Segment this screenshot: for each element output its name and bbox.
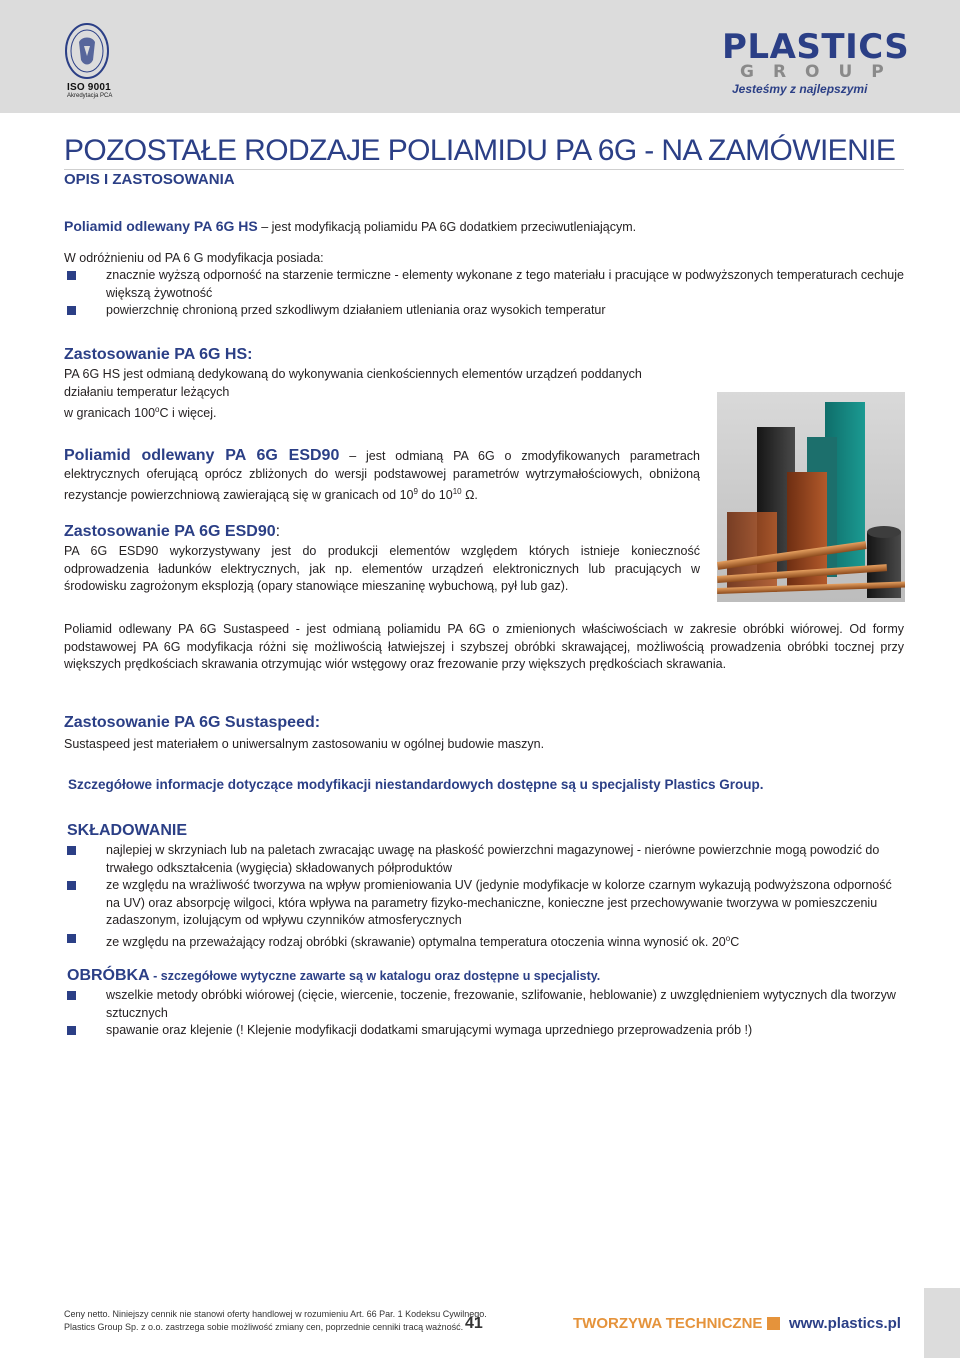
pa6g-products-photo — [717, 392, 905, 602]
footer-company-note: Plastics Group Sp. z o.o. zastrzega sobie możliwość zmiany cen, poprzednie cenniki tracą ważność. — [64, 1322, 464, 1332]
page-header — [0, 0, 960, 113]
bullet-square-icon — [67, 991, 76, 1000]
iso-title: ISO 9001 — [67, 82, 111, 93]
bullet-square-icon — [67, 1026, 76, 1035]
hs-lead-paragraph — [64, 218, 904, 237]
bullet-square-icon — [67, 271, 76, 280]
list-item: znacznie wyższą odporność na starzenie termiczne - elementy wykonane z tego materiału i pracujące w podwyższonych temperaturach cechuje większą żywotność — [64, 267, 904, 302]
list-item: ze względu na wrażliwość tworzywa na wpływ promieniowania UV (jedynie modyfikacje w kolorze czarnym wykazują podwyższona odporność na UV) oraz absorpcję wilgoci, która wpływa na parametry fizyko-mechaniczne, konieczne jest przechowywanie tworzywa w pomieszczeniu zadaszonym, izolującym od wpływu czynników atmosferycznych — [64, 877, 904, 930]
hs-intro: W odróżnieniu od PA 6 G modyfikacja posiada: — [64, 251, 324, 265]
storage-heading: SKŁADOWANIE — [67, 822, 187, 839]
esd-lead: Poliamid odlewany PA 6G ESD90 — [64, 447, 340, 464]
page-title: POZOSTAŁE RODZAJE POLIAMIDU PA 6G - NA ZAMÓWIENIE — [64, 134, 896, 167]
bullet-square-icon — [67, 306, 76, 315]
specialist-note: Szczegółowe informacje dotyczące modyfikacji niestandardowych dostępne są u specjalisty Plastics Group. — [68, 777, 764, 792]
list-item: ze względu na przeważający rodzaj obróbki (skrawanie) optymalna temperatura otoczenia winna wynosić ok. 20$^o$C — [64, 930, 904, 952]
page-subtitle: OPIS I ZASTOSOWANIA — [64, 171, 235, 188]
processing-heading: OBRÓBKA - szczegółowe wytyczne zawarte są w katalogu oraz dostępne u specjalisty. — [67, 967, 601, 984]
storage-bullet-list — [64, 842, 904, 951]
title-divider — [64, 169, 904, 170]
bullet-square-icon — [67, 934, 76, 943]
bullet-square-icon — [67, 881, 76, 890]
page-number: 41 — [465, 1315, 483, 1332]
hs-lead-rest: – jest modyfikacją poliamidu PA 6G dodatkiem przeciwutleniającym. — [257, 220, 637, 234]
processing-bullet-list — [64, 987, 904, 1040]
footer-section-title: TWORZYWA TECHNICZNE — [573, 1315, 763, 1332]
sustaspeed-use-text: Sustaspeed jest materiałem o uniwersalnym zastosowaniu w ogólnej budowie maszyn. — [64, 737, 545, 751]
esd-use-heading: Zastosowanie PA 6G ESD90: — [64, 523, 281, 540]
footer-square-icon — [767, 1317, 780, 1330]
esd-paragraph: Poliamid odlewany PA 6G ESD90 – jest odmianą PA 6G o zmodyfikowanych parametrach elektrycznych oferującą oprócz zbliżonych do wersji podstawowej parametrów wytrzymałościowych, obniżoną rezystancje powierzchniową zawierającą się w granicach od $10^9$ do $10^{10}$ Ω. — [64, 447, 700, 503]
sustaspeed-paragraph: Poliamid odlewany PA 6G Sustaspeed - jest odmianą poliamidu PA 6G o zmienionych właściwościach w zakresie obróbki wiórowej. Od formy podstawowej PA 6G modyfikacja różni się możliwością łatwiejszej i szybszej obróbki skrawającej, możliwością prowadzenia obróbki tocznej przy większych prędkościach skrawania otrzymując wiór wstęgowy oraz frezowanie przy większych prędkościach skrawania. — [64, 622, 904, 671]
list-item: wszelkie metody obróbki wiórowej (cięcie, wiercenie, toczenie, frezowanie, szlifowanie, heblowanie) z uwzględnieniem wytycznych dla tworzyw sztucznych — [64, 987, 904, 1022]
logo-slogan: Jesteśmy z najlepszymi — [732, 82, 868, 96]
logo-group-text: GROUP — [740, 62, 903, 82]
footer-website-link[interactable]: www.plastics.pl — [789, 1315, 901, 1332]
sustaspeed-use-heading: Zastosowanie PA 6G Sustaspeed: — [64, 714, 321, 731]
hs-bullet-list — [64, 267, 904, 320]
esd-use-text: PA 6G ESD90 wykorzystywany jest do produkcji elementów względem których istnieje konieczność odprowadzenia ładunków elektrycznych, jak np. elementów urządzeń elektronicznych lub pracujących w środowisku zagrożonym eksplozją (opary stanowiące mieszaninę wybuchową, pył lub gaz). — [64, 544, 700, 593]
corner-decoration — [924, 1288, 960, 1358]
iso-accreditation: Akredytacja PCA — [67, 93, 113, 99]
hs-use-text: PA 6G HS jest odmianą dedykowaną do wykonywania cienkościennych elementów urządzeń poddanych działaniu temperatur leżących w granicach 100$^o$C i więcej. — [64, 367, 642, 421]
hs-use-heading: Zastosowanie PA 6G HS: — [64, 346, 253, 363]
list-item: powierzchnię chronioną przed szkodliwym działaniem utleniania oraz wysokich temperatur — [64, 302, 904, 320]
list-item: spawanie oraz klejenie (! Klejenie modyfikacji dodatkami smarującymi wymaga uprzedniego przeprowadzenia prób !) — [64, 1022, 904, 1040]
hs-lead: Poliamid odlewany PA 6G HS — [64, 218, 258, 234]
footer-price-note: Ceny netto. Niniejszy cennik nie stanowi oferty handlowej w rozumieniu Art. 66 Par. 1 Kodeksu Cywilnego. — [64, 1309, 487, 1319]
plastics-group-logo[interactable] — [722, 27, 910, 98]
list-item: najlepiej w skrzyniach lub na paletach zwracając uwagę na płaskość powierzchni magazynowej - nierówne powierzchnie mogą powodzić do trwałego odkształcenia (wygięcia) składowanych półproduktów — [64, 842, 904, 877]
logo-wordmark: PLASTICS — [722, 27, 910, 67]
bullet-square-icon — [67, 846, 76, 855]
iso-certification-seal-icon — [64, 22, 110, 80]
